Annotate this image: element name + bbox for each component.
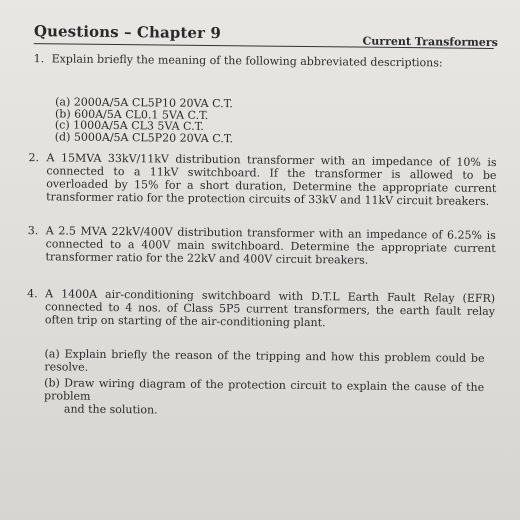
question-2-text: A 15MVA 33kV/11kV distribution transformer with an impedance of 10% is connected to a 11kV switchboard. If the transformer is allowed to be overloaded by 15% for a short duration, Determine the appropriate current transformer ratio for the protection circuits of 33kV and 11kV circuit breakers.: [46, 151, 497, 208]
question-3-number: 3.: [27, 224, 39, 238]
question-1-item-a: (a) 2000A/5A CL5P10 20VA C.T.: [55, 95, 233, 111]
question-1-item-c: (c) 1000A/5A CL3 5VA C.T.: [54, 118, 204, 133]
question-1-items: [55, 96, 234, 144]
question-4-part-a-label: (a): [44, 347, 60, 361]
question-4-number: 4.: [27, 287, 38, 301]
chapter-title: Questions – Chapter 9: [33, 22, 222, 43]
topic-title: Current Transformers: [362, 34, 498, 50]
question-4-part-a-text: Explain briefly the reason of the tripping and how this problem could be resolve.: [44, 347, 485, 374]
question-1-item-b: (b) 600A/5A CL0.1 5VA C.T.: [54, 106, 209, 122]
question-3-text: A 2.5 MVA 22kV/400V distribution transformer with an impedance of 6.25% is connected to a 400V main switchboard. Determine the appropriate current transformer ratio for the 22kV and 400V circuit breakers.: [45, 224, 496, 267]
question-1-text: Explain briefly the meaning of the following abbreviated descriptions:: [51, 52, 443, 70]
question-4-part-b-label: (b): [44, 376, 60, 390]
question-2-number: 2.: [28, 151, 40, 165]
question-sheet: [20, 22, 500, 417]
question-4-part-a: [44, 347, 484, 378]
question-4-part-b-line1: Draw wiring diagram of the protection circuit to explain the cause of the problem: [44, 376, 485, 403]
question-1-number: 1.: [33, 52, 45, 66]
question-4-part-b-line2: and the solution.: [63, 402, 158, 417]
question-1-item-d: (d) 5000A/5A CL5P20 20VA C.T.: [54, 129, 234, 145]
question-4-part-b: [44, 376, 484, 420]
question-4-text: A 1400A air-conditioning switchboard with D.T.L Earth Fault Relay (EFR) connected to 4 nos. of Class 5P5 current transformers, the earth fault relay often trip on starting of the air-conditioning plant.: [44, 287, 496, 330]
